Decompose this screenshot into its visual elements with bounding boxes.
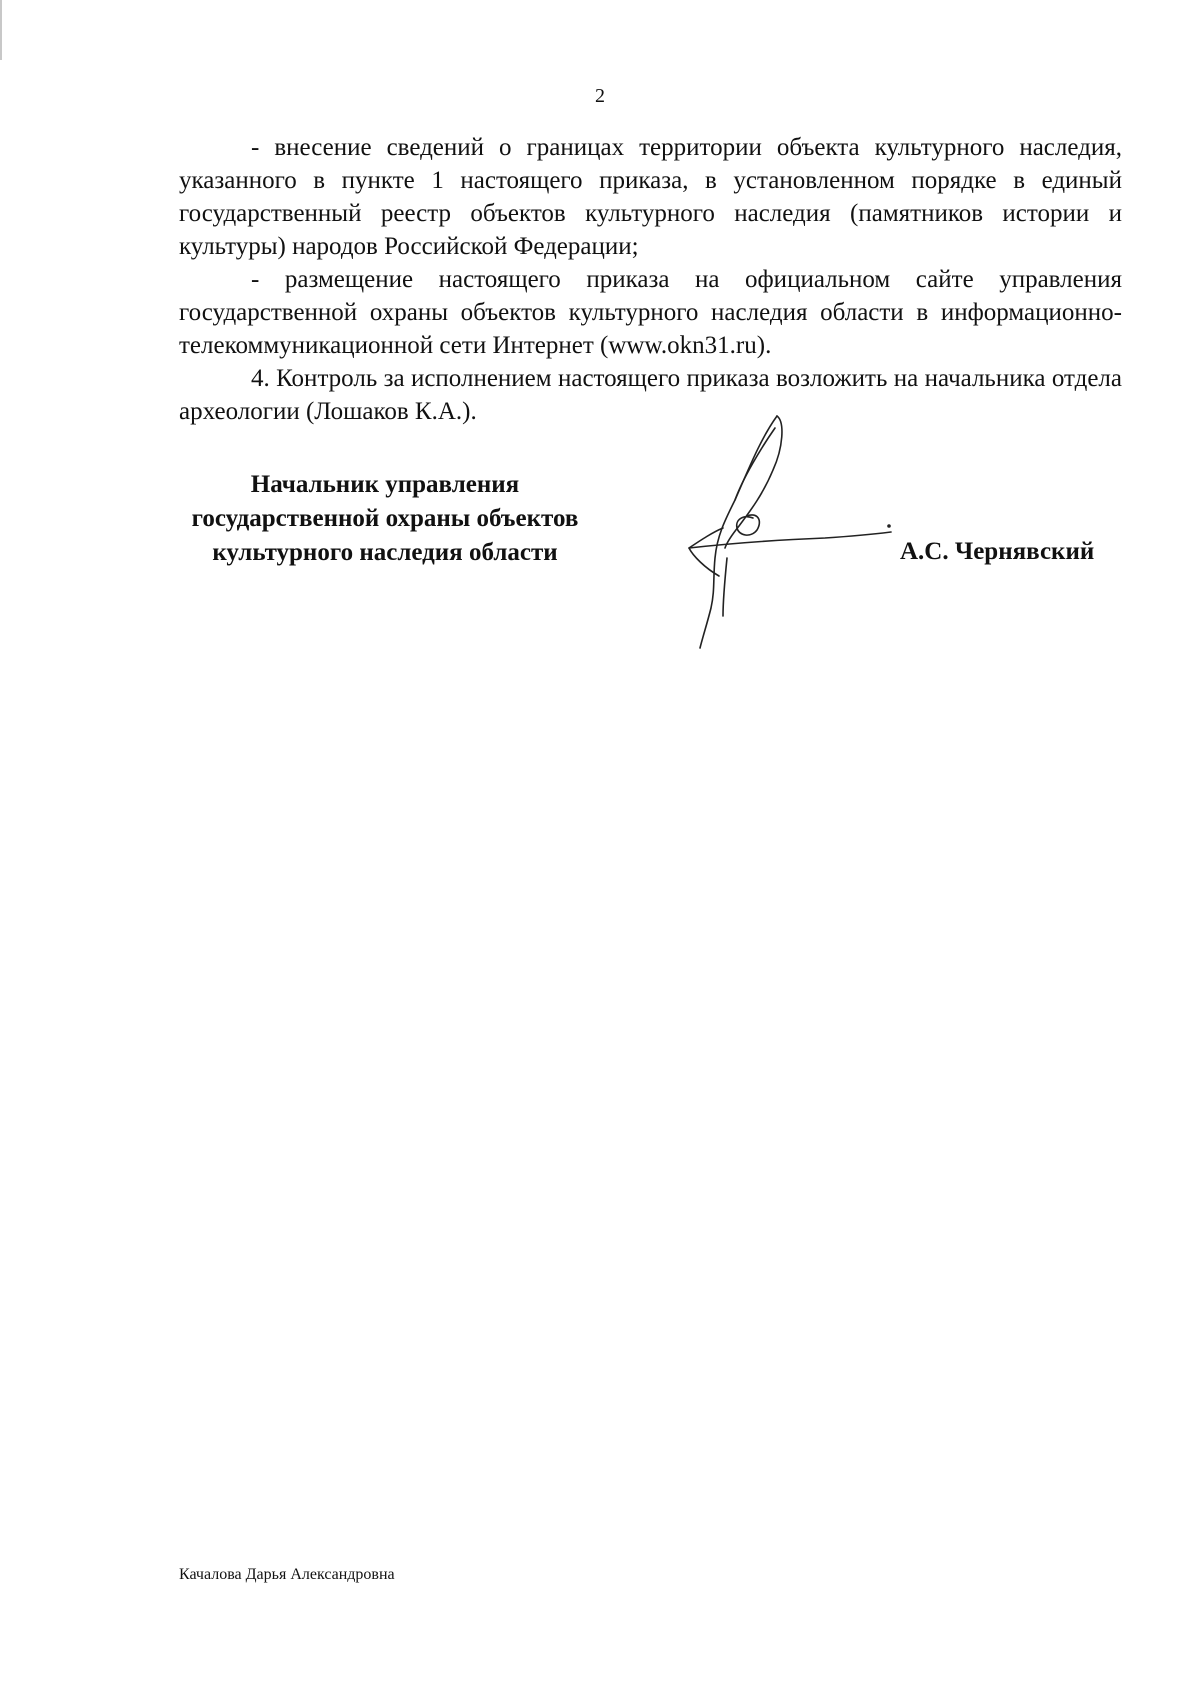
executor-name: Качалова Дарья Александровна xyxy=(179,1566,395,1583)
signatory-position-line: государственной охраны объектов xyxy=(191,505,579,532)
signatory-position xyxy=(165,468,605,570)
signatory-position-line: Начальник управления xyxy=(250,471,520,498)
paragraph-registry-entry: - внесение сведений о границах территории объекта культурного наследия, указанного в пункте 1 настоящего приказа, в установленном порядке в единый государственный реестр объектов культурного наследия (памятников истории и культуры) народов Российской Федерации; xyxy=(179,134,1122,260)
paragraph-control-clause: 4. Контроль за исполнением настоящего приказа возложить на начальника отдела археологии (Лошаков К.А.). xyxy=(179,365,1122,425)
document-body xyxy=(179,131,1122,428)
signatory-position-line: культурного наследия области xyxy=(212,539,558,566)
page-number: 2 xyxy=(595,85,605,107)
scan-edge-mark xyxy=(0,0,2,60)
signatory-name: А.С. Чернявский xyxy=(900,538,1095,565)
paragraph-website-publication: - размещение настоящего приказа на официальном сайте управления государственной охраны объектов культурного наследия области в информационно-телекоммуникационной сети Интернет (www.okn31.ru). xyxy=(179,266,1122,359)
handwritten-signature xyxy=(665,408,910,653)
